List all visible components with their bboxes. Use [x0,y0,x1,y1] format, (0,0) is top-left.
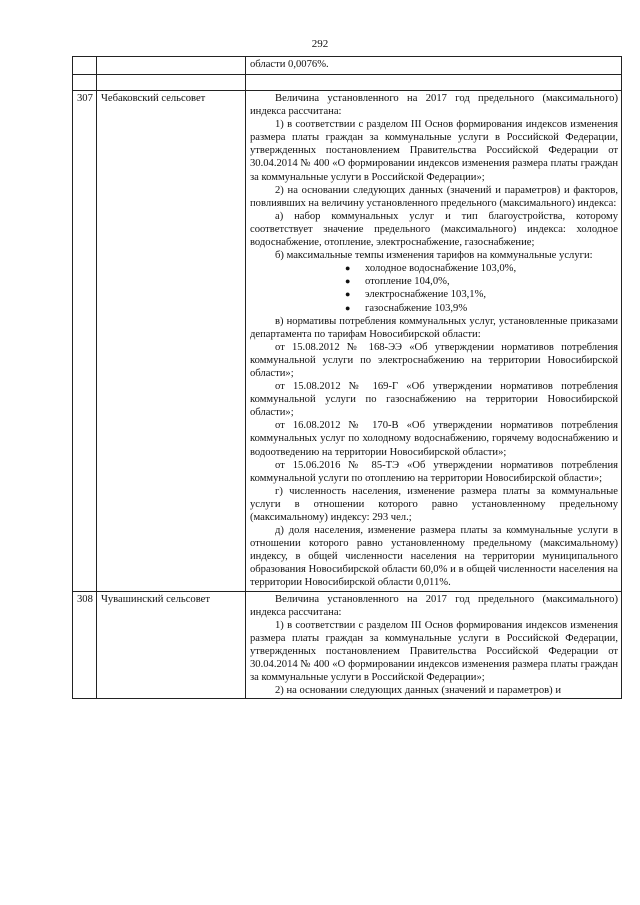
paragraph: а) набор коммунальных услуг и тип благоустройства, которому соответствует значение предельного (максимального) индекса: холодное водоснабжение, отопление, электроснабжение, газоснабжение; [250,210,618,249]
paragraph: от 15.08.2012 № 169-Г «Об утверждении нормативов потребления коммунальной услуги по газоснабжению на территории Новосибирской области»; [250,381,618,419]
row-number: 307 [73,91,97,592]
table-row-spacer [73,75,622,91]
row-content [246,91,622,592]
settlement-name: Чебаковский сельсовет [97,91,246,592]
list-item: ● отопление 104,0%, [345,276,450,288]
document-table [72,56,622,699]
list-item: ● холодное водоснабжение 103,0%, [345,263,517,275]
paragraph: 2) на основании следующих данных (значений и параметров) и [275,685,562,697]
table-row [73,591,622,699]
cell-num-empty [73,57,97,75]
paragraph: 1) в соответствии с разделом III Основ формирования индексов изменения размера платы граждан за коммунальные услуги в Российской Федерации, утвержденных постановлением Правительства Российской Федерации от 30.04.2014 № 400 «О формировании индексов изменения размера платы граждан за коммунальные услуги в Российской Федерации»; [250,619,618,684]
table-row [73,91,622,592]
table-row-continuation [73,57,622,75]
paragraph: б) максимальные темпы изменения тарифов на коммунальные услуги: [275,250,593,262]
paragraph: от 15.08.2012 № 168-ЭЭ «Об утверждении нормативов потребления коммунальной услуги по электроснабжению на территории Новосибирской области»; [250,341,618,379]
page-number: 292 [311,38,329,50]
bullet-icon: ● [345,276,351,287]
bullet-icon: ● [345,263,351,274]
paragraph: 1) в соответствии с разделом III Основ формирования индексов изменения размера платы граждан за коммунальные услуги в Российской Федерации, утвержденных постановлением Правительства Российской Федерации от 30.04.2014 № 400 «О формировании индексов изменения размера платы граждан за коммунальные услуги в Российской Федерации»; [250,119,618,183]
bullet-icon: ● [345,289,351,300]
cell-content [246,57,622,75]
paragraph: Величина установленного на 2017 год предельного (максимального) индекса рассчитана: [250,593,618,618]
tariff-list [250,262,618,314]
fragment-text: области 0,0076%. [250,59,329,70]
settlement-name: Чувашинский сельсовет [97,591,246,699]
list-item: ● электроснабжение 103,1%, [345,289,487,301]
row-content [246,591,622,699]
row-number: 308 [73,591,97,699]
paragraph: 2) на основании следующих данных (значений и параметров) и факторов, повлиявших на величину установленного предельного (максимального) индекса: [250,184,618,209]
paragraph: от 15.06.2016 № 85-ТЭ «Об утверждении нормативов потребления коммунальной услуги по отоплению на территории Новосибирской области»; [250,459,618,484]
paragraph: в) нормативы потребления коммунальных услуг, установленные приказами департамента по тарифам Новосибирской области: [250,315,618,340]
bullet-icon: ● [345,302,351,313]
list-item: ● газоснабжение 103,9% [345,302,468,314]
paragraph: Величина установленного на 2017 год предельного (максимального) индекса рассчитана: [250,93,618,118]
cell-name-empty [97,57,246,75]
paragraph: г) численность населения, изменение размера платы за коммунальные услуги в отношении которого равно установленному предельному (максимальному) индексу: 293 чел.; [250,485,618,523]
paragraph: от 16.08.2012 № 170-В «Об утверждении нормативов потребления коммунальных услуг по холодному водоснабжению, горячему водоснабжению и водоотведению на территории Новосибирской области»; [250,420,618,458]
paragraph: д) доля населения, изменение размера платы за коммунальные услуги в отношении которого равно установленному предельному (максимальному) индексу, в общей численности населения на территории муниципального образования Новосибирской области 60,0% и в общей численности населения на территории Новосибирской области 0,011%. [250,525,618,589]
